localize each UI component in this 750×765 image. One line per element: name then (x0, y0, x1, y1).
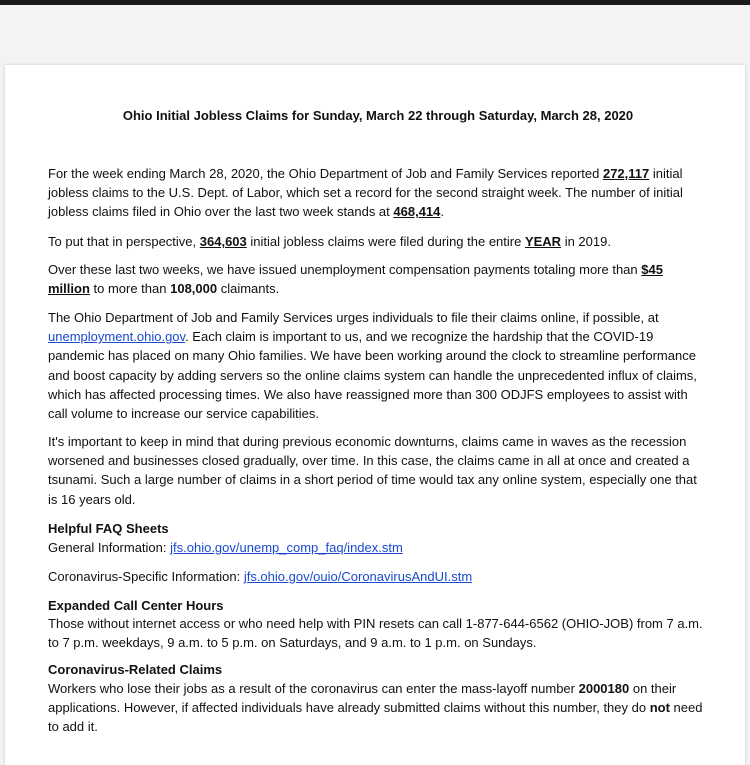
text: claimants. (217, 281, 280, 297)
paragraph-perspective (48, 232, 708, 251)
layoff-number: 2000180 (578, 681, 630, 696)
document-page (5, 65, 745, 765)
year-word: YEAR (524, 234, 562, 249)
faq-heading: Helpful FAQ Sheets (48, 521, 169, 536)
two-week-claims-value: 468,414 (393, 204, 441, 220)
payments-value: $45 million (48, 262, 663, 297)
call-center-text: Those without internet access or who need help with PIN resets can call 1-877-644-6562 (OHIO-JOB) from 7 a.m. to 7 p.m. weekdays, 9 a.m. to 5 p.m. on Saturdays, and 9 a.m. to 1 p.m. on Sundays. (48, 616, 703, 651)
claimants-value: 108,000 (170, 281, 218, 297)
text: need to add it. (48, 700, 703, 735)
paragraph-weekly-claims (48, 164, 708, 222)
text: The Ohio Department of Job and Family Services urges individuals to file their claims online, if possible, at (48, 310, 659, 325)
faq-covid-link[interactable]: jfs.ohio.gov/ouio/CoronavirusAndUI.stm (243, 569, 473, 584)
text: . Each claim is important to us, and we recognize the hardship that the COVID-19 pandemic has placed on many Ohio families. We have been working around the clock to streamline performance and boost capacity by adding servers so the online claims system can handle the unprecedented influx of claims, which has affected processing times. We also have reassigned more than 300 ODJFS employees to assist with call volume to increase our service capabilities. (48, 329, 697, 422)
text: To put that in perspective, (48, 234, 200, 249)
weekly-claims-value: 272,117 (602, 166, 650, 181)
unemployment-link[interactable]: unemployment.ohio.gov (48, 329, 186, 345)
paragraph-file-online (48, 308, 708, 423)
faq-general-link[interactable]: jfs.ohio.gov/unemp_comp_faq/index.stm (170, 540, 403, 555)
paragraph-payments (48, 260, 708, 298)
text: initial jobless claims to the U.S. Dept. of Labor, which set a record for the second straight week. The number of initial jobless claims filed in Ohio over the last two week stands at (48, 166, 683, 220)
call-center-heading: Expanded Call Center Hours (48, 598, 224, 613)
text: For the week ending March 28, 2020, the Ohio Department of Job and Family Services reported (48, 166, 603, 181)
text: initial jobless claims were filed during the entire (246, 234, 525, 249)
text: in 2019. (561, 234, 611, 249)
text: Coronavirus-Specific Information: (48, 569, 244, 584)
text: to more than (89, 281, 171, 297)
text: Over these last two weeks, we have issued unemployment compensation payments totaling more than (48, 262, 642, 277)
covid-claims-text (48, 679, 708, 737)
paragraph-economic-downturns: It's important to keep in mind that during previous economic downturns, claims came in waves as the recession worsened and businesses closed gradually, over time. In this case, the claims came in all at once and created a tsunami. Such a large number of claims in a short period of time would tax any online system, especially one that is 16 years old. (48, 434, 697, 507)
text: Workers who lose their jobs as a result of the coronavirus can enter the mass-layoff number (48, 681, 579, 696)
text: on their applications. However, if affected individuals have already submitted claims without this number, they do (48, 681, 677, 716)
covid-claims-heading: Coronavirus-Related Claims (48, 662, 223, 677)
document-title: Ohio Initial Jobless Claims for Sunday, March 22 through Saturday, March 28, 2020 (122, 108, 634, 123)
top-bar (0, 0, 750, 5)
faq-general-line (48, 538, 708, 557)
not-word: not (649, 700, 670, 716)
text: . (440, 204, 445, 220)
text: General Information: (48, 540, 171, 555)
faq-covid-line (48, 567, 708, 586)
claims-2019-value: 364,603 (199, 234, 247, 249)
